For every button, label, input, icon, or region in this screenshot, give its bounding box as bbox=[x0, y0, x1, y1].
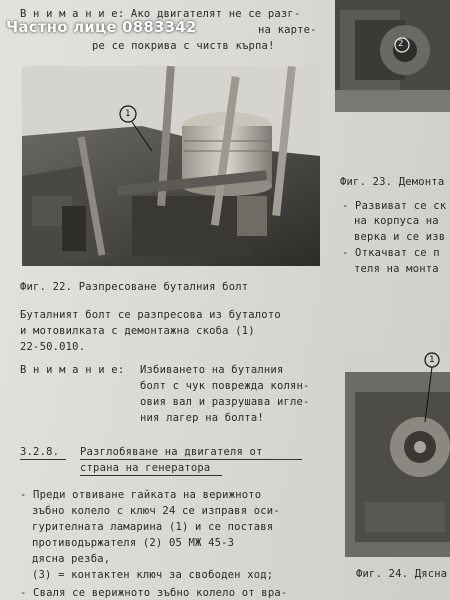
top-note-line-3: рe се покрива с чиств кърпа! bbox=[92, 40, 275, 52]
body-p1-line-3: 22-50.010. bbox=[20, 341, 86, 353]
figure-24-caption: Фиг. 24. Дясна bbox=[356, 568, 448, 580]
figure-22-photo bbox=[22, 66, 320, 266]
figure-22-caption: Фиг. 22. Разпресоване буталния болт bbox=[20, 281, 249, 293]
figure-23-caption: Фиг. 23. Демонта bbox=[340, 176, 445, 188]
section-number: 3.2.8. bbox=[20, 446, 60, 458]
top-note-line-2b: на картe- bbox=[258, 24, 317, 36]
figure-24-image bbox=[345, 352, 450, 557]
warning-line-2: болт с чук поврежда колян- bbox=[140, 380, 310, 392]
figure-23-line-5: теля на монта bbox=[354, 263, 439, 275]
warning-line-4: ния лагер на болта! bbox=[140, 412, 264, 424]
bullet-1-line-2: зъбно колело с ключ 24 се изправя оси- bbox=[32, 505, 280, 517]
warning-label: В н и м а н и е: bbox=[20, 364, 125, 376]
section-number-underline bbox=[20, 459, 66, 460]
bullet-1-line-3: гурителната ламарина (1) и се поставя bbox=[32, 521, 274, 533]
figure-22-image bbox=[22, 66, 320, 266]
bullet-1-line-1: - Преди отвиване гайката на верижното bbox=[20, 489, 262, 501]
section-title-underline-1 bbox=[80, 459, 302, 460]
figure-23-line-4: - Откачват се п bbox=[342, 247, 440, 259]
section-title-line-1: Разглобяване на двигателя от bbox=[80, 446, 263, 458]
section-title-line-2: страна на генератора bbox=[80, 462, 211, 474]
section-title-underline-2 bbox=[80, 475, 222, 476]
figure-23-line-2: на корпуса на bbox=[354, 215, 439, 227]
bullet-1-line-6: (3) = контактен ключ за свободен ход; bbox=[32, 569, 274, 581]
warning-line-1: Избиването на буталния bbox=[140, 364, 284, 376]
figure-22-callout: 1 bbox=[125, 109, 131, 119]
warning-line-3: овия вал и разрушава игле- bbox=[140, 396, 310, 408]
figure-24-callout: 1 bbox=[429, 355, 435, 365]
figure-23-line-1: - Развиват се ск bbox=[342, 200, 447, 212]
body-p1-line-2: и мотовилката с демонтажна скоба (1) bbox=[20, 325, 255, 337]
top-note-line-1: В н и м а н и е: Ако двигателят не се разг- bbox=[20, 8, 301, 20]
figure-23-callout: 2 bbox=[398, 39, 404, 49]
figure-23-image bbox=[335, 0, 450, 112]
bullet-2-line-1: - Сваля се верижното зъбно колело от вра- bbox=[20, 587, 288, 599]
figure-23-line-3: верка и се изв bbox=[354, 231, 446, 243]
body-p1-line-1: Буталният болт се разпресова из буталото bbox=[20, 309, 281, 321]
bullet-1-line-4: противодържателя (2) 05 МЖ 45-3 bbox=[32, 537, 235, 549]
figure-24-photo bbox=[345, 352, 450, 557]
figure-23-photo bbox=[335, 0, 450, 112]
watermark-text: Частно лице 0883342 bbox=[6, 18, 197, 36]
bullet-1-line-5: дясна резба, bbox=[32, 553, 111, 565]
